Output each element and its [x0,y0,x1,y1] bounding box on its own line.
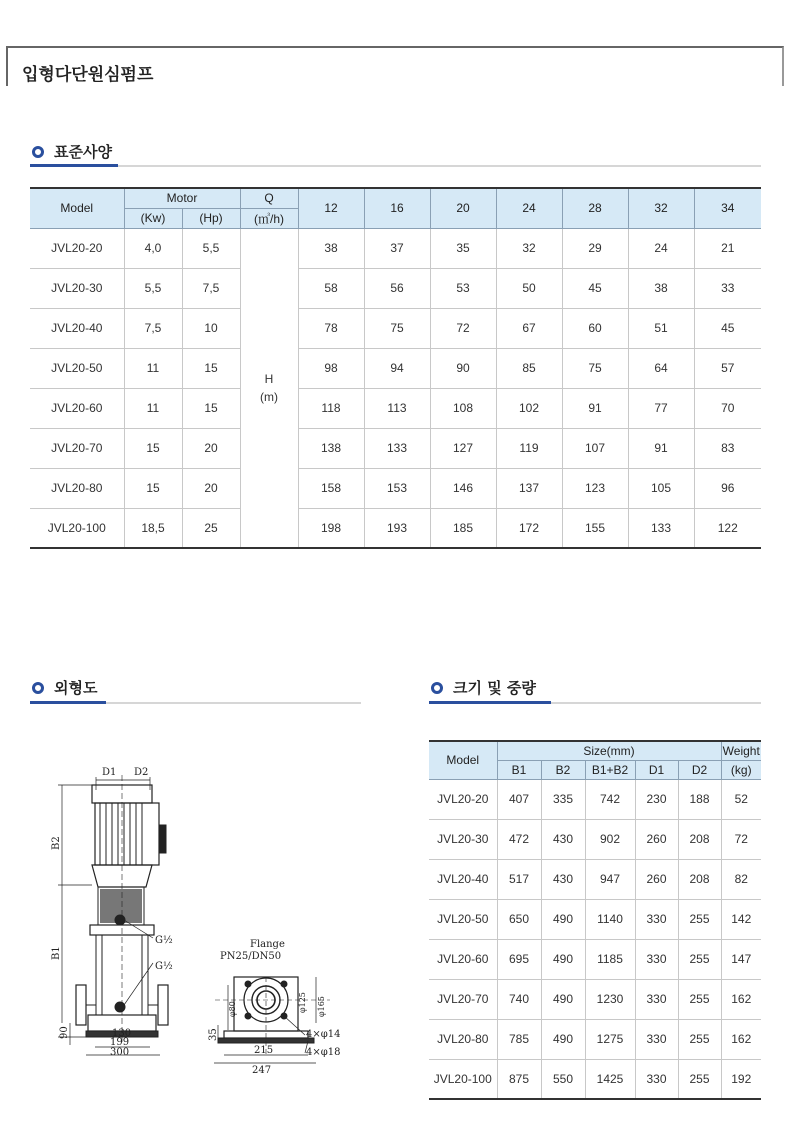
spec-cell-head: 24 [628,228,694,268]
spec-cell-model: JVL20-80 [30,468,124,508]
spec-cell-model: JVL20-50 [30,348,124,388]
spec-cell-head: 67 [496,308,562,348]
size-cell-dim: 902 [585,819,635,859]
section-rule-spec [30,165,761,167]
spec-cell-model: JVL20-60 [30,388,124,428]
pump-outline-drawing [40,755,360,1085]
spec-h-unit: (m) [260,389,278,404]
spec-cell-head: 50 [496,268,562,308]
size-cell-dim: 1275 [585,1019,635,1059]
size-table-row [429,859,761,899]
section-rule-outline [30,702,361,704]
size-cell-dim: 550 [541,1059,585,1099]
size-header-col: D1 [635,760,678,779]
size-cell-dim: 188 [678,779,721,819]
dim-label-35: 35 [208,1028,219,1041]
size-header-col: B2 [541,760,585,779]
size-cell-dim: 330 [635,899,678,939]
size-cell-dim: 330 [635,1019,678,1059]
spec-cell-head: 96 [694,468,761,508]
section-title-outline [32,677,97,698]
size-cell-dim: 947 [585,859,635,899]
spec-cell-head: 185 [430,508,496,548]
bolt-label-14: 4×φ14 [306,1029,341,1040]
size-cell-dim: 260 [635,819,678,859]
section-rule-accent [30,701,106,704]
spec-cell-hp: 7,5 [182,268,240,308]
spec-header-model: Model [30,188,124,228]
size-cell-weight: 82 [721,859,761,899]
size-cell-dim: 430 [541,859,585,899]
spec-cell-head: 113 [364,388,430,428]
size-header-col: B1 [497,760,541,779]
size-cell-weight: 147 [721,939,761,979]
size-table-row [429,819,761,859]
size-table-row [429,779,761,819]
section-bullet-icon [431,682,443,694]
spec-cell-head: 37 [364,228,430,268]
spec-cell-hp: 15 [182,348,240,388]
spec-cell-head: 38 [628,268,694,308]
spec-cell-head: 133 [364,428,430,468]
flange-label: Flange [250,939,285,950]
spec-header-flow: 16 [364,188,430,228]
section-title-size-label: 크기 및 중량 [453,679,536,697]
spec-table-row [30,228,761,268]
size-cell-model: JVL20-20 [429,779,497,819]
spec-cell-head: 107 [562,428,628,468]
spec-cell-head: 123 [562,468,628,508]
spec-cell-head: 72 [430,308,496,348]
size-cell-weight: 192 [721,1059,761,1099]
dim-label-phi165: φ165 [317,996,326,1017]
spec-cell-head: 45 [562,268,628,308]
size-cell-dim: 490 [541,939,585,979]
size-cell-weight: 162 [721,1019,761,1059]
size-cell-dim: 255 [678,939,721,979]
spec-cell-head: 90 [430,348,496,388]
spec-cell-model: JVL20-20 [30,228,124,268]
spec-cell-head: 98 [298,348,364,388]
section-rule-size [429,702,761,704]
size-cell-dim: 260 [635,859,678,899]
section-title-spec-label: 표준사양 [54,143,112,161]
spec-h-label: H [264,371,274,386]
section-title-outline-label: 외형도 [54,679,98,697]
spec-cell-head: 38 [298,228,364,268]
spec-cell-head: 45 [694,308,761,348]
size-cell-model: JVL20-50 [429,899,497,939]
spec-cell-head: 94 [364,348,430,388]
spec-cell-head: 155 [562,508,628,548]
spec-cell-head: 57 [694,348,761,388]
dim-label-phi80: φ80 [228,1001,237,1017]
spec-cell-head: 78 [298,308,364,348]
spec-cell-hp: 10 [182,308,240,348]
spec-cell-head: 146 [430,468,496,508]
size-cell-dim: 695 [497,939,541,979]
size-cell-dim: 230 [635,779,678,819]
size-cell-dim: 472 [497,819,541,859]
dim-label-d1: D1 [102,767,117,778]
section-title-spec [32,141,112,162]
spec-cell-head: 32 [496,228,562,268]
flange-spec-label: PN25/DN50 [220,951,282,962]
size-cell-model: JVL20-100 [429,1059,497,1099]
size-cell-dim: 330 [635,1059,678,1099]
size-cell-dim: 517 [497,859,541,899]
spec-cell-head: 138 [298,428,364,468]
spec-cell-head: 91 [628,428,694,468]
spec-cell-kw: 15 [124,428,182,468]
size-cell-dim: 1185 [585,939,635,979]
spec-cell-kw: 18,5 [124,508,182,548]
size-cell-dim: 740 [497,979,541,1019]
spec-cell-head: 75 [364,308,430,348]
page-header [6,46,784,86]
spec-cell-h-label [240,228,298,548]
spec-cell-head: 172 [496,508,562,548]
spec-cell-head: 85 [496,348,562,388]
spec-cell-head: 33 [694,268,761,308]
spec-cell-hp: 15 [182,388,240,428]
spec-header-flow: 28 [562,188,628,228]
section-bullet-icon [32,146,44,158]
dim-label-b2: B2 [51,836,62,850]
size-cell-dim: 875 [497,1059,541,1099]
spec-header-motor: Motor [124,188,240,208]
spec-cell-head: 108 [430,388,496,428]
spec-table-row [30,308,761,348]
size-cell-dim: 407 [497,779,541,819]
spec-table-row [30,268,761,308]
spec-cell-head: 64 [628,348,694,388]
size-cell-model: JVL20-60 [429,939,497,979]
spec-cell-hp: 20 [182,428,240,468]
size-header-size: Size(mm) [497,741,721,760]
dim-label-300: 300 [110,1047,130,1058]
spec-cell-head: 102 [496,388,562,428]
port-label-g-top: G½ [155,935,173,946]
spec-header-kw: (Kw) [124,208,182,228]
spec-cell-head: 127 [430,428,496,468]
spec-header-q: Q [240,188,298,208]
spec-cell-head: 70 [694,388,761,428]
size-table-row [429,979,761,1019]
section-bullet-icon [32,682,44,694]
spec-cell-head: 198 [298,508,364,548]
size-table-row [429,1059,761,1099]
size-cell-dim: 1425 [585,1059,635,1099]
size-cell-weight: 142 [721,899,761,939]
spec-cell-head: 35 [430,228,496,268]
size-header-model: Model [429,741,497,779]
spec-cell-head: 91 [562,388,628,428]
spec-cell-head: 137 [496,468,562,508]
spec-cell-head: 158 [298,468,364,508]
pump-side-view [58,775,168,1055]
size-cell-weight: 72 [721,819,761,859]
size-cell-weight: 52 [721,779,761,819]
size-cell-dim: 742 [585,779,635,819]
spec-cell-head: 75 [562,348,628,388]
spec-cell-head: 118 [298,388,364,428]
size-cell-dim: 490 [541,1019,585,1059]
spec-cell-head: 153 [364,468,430,508]
spec-cell-kw: 11 [124,348,182,388]
size-header-weight: Weight [721,741,761,760]
spec-header-q-unit: (㎥/h) [240,208,298,228]
size-table [429,740,761,1100]
spec-table-row [30,388,761,428]
dim-label-90: 90 [59,1026,70,1039]
size-cell-dim: 430 [541,819,585,859]
spec-cell-head: 83 [694,428,761,468]
size-cell-dim: 255 [678,899,721,939]
spec-cell-kw: 4,0 [124,228,182,268]
dim-label-247: 247 [252,1065,272,1076]
spec-cell-head: 56 [364,268,430,308]
spec-header-flow: 12 [298,188,364,228]
section-rule-accent [30,164,118,167]
size-cell-dim: 208 [678,819,721,859]
spec-cell-model: JVL20-40 [30,308,124,348]
spec-table-row [30,428,761,468]
spec-header-flow: 34 [694,188,761,228]
bolt-label-18: 4×φ18 [306,1047,341,1058]
size-cell-dim: 1140 [585,899,635,939]
spec-cell-kw: 7,5 [124,308,182,348]
spec-cell-head: 77 [628,388,694,428]
size-cell-dim: 255 [678,1019,721,1059]
dim-label-215: 215 [254,1045,274,1056]
spec-cell-head: 29 [562,228,628,268]
size-cell-weight: 162 [721,979,761,1019]
size-header-weight-unit: (kg) [721,760,761,779]
size-cell-model: JVL20-80 [429,1019,497,1059]
spec-cell-head: 105 [628,468,694,508]
spec-cell-head: 21 [694,228,761,268]
spec-cell-kw: 15 [124,468,182,508]
size-cell-dim: 208 [678,859,721,899]
dim-label-b1: B1 [51,946,62,960]
port-label-g-bottom: G½ [155,961,173,972]
spec-cell-head: 133 [628,508,694,548]
size-cell-model: JVL20-30 [429,819,497,859]
spec-cell-hp: 5,5 [182,228,240,268]
spec-header-flow: 32 [628,188,694,228]
size-cell-dim: 490 [541,899,585,939]
spec-table-row [30,348,761,388]
size-cell-dim: 330 [635,979,678,1019]
spec-table [30,187,761,549]
spec-cell-kw: 11 [124,388,182,428]
size-table-row [429,1019,761,1059]
size-header-col: B1+B2 [585,760,635,779]
spec-cell-hp: 20 [182,468,240,508]
dim-label-199: 199 [110,1037,130,1048]
spec-cell-model: JVL20-30 [30,268,124,308]
spec-cell-head: 193 [364,508,430,548]
size-table-row [429,939,761,979]
size-header-col: D2 [678,760,721,779]
size-table-row [429,899,761,939]
spec-table-row [30,468,761,508]
size-cell-dim: 255 [678,1059,721,1099]
size-cell-dim: 335 [541,779,585,819]
size-cell-dim: 785 [497,1019,541,1059]
spec-cell-head: 58 [298,268,364,308]
spec-cell-head: 119 [496,428,562,468]
dim-label-d2: D2 [134,767,149,778]
size-cell-dim: 1230 [585,979,635,1019]
spec-cell-head: 60 [562,308,628,348]
size-cell-dim: 255 [678,979,721,1019]
spec-cell-model: JVL20-100 [30,508,124,548]
dim-label-130: 130 [112,1028,132,1039]
spec-table-row [30,508,761,548]
dim-label-phi125: φ125 [298,992,307,1013]
spec-cell-model: JVL20-70 [30,428,124,468]
section-rule-accent [429,701,551,704]
spec-header-hp: (Hp) [182,208,240,228]
spec-cell-head: 53 [430,268,496,308]
spec-cell-kw: 5,5 [124,268,182,308]
spec-cell-head: 51 [628,308,694,348]
spec-header-flow: 20 [430,188,496,228]
spec-cell-hp: 25 [182,508,240,548]
page-title: 입형다단원심펌프 [22,65,154,85]
size-cell-model: JVL20-70 [429,979,497,1019]
size-cell-dim: 650 [497,899,541,939]
size-cell-dim: 490 [541,979,585,1019]
spec-header-flow: 24 [496,188,562,228]
section-title-size [431,677,536,698]
size-cell-model: JVL20-40 [429,859,497,899]
size-cell-dim: 330 [635,939,678,979]
spec-cell-head: 122 [694,508,761,548]
